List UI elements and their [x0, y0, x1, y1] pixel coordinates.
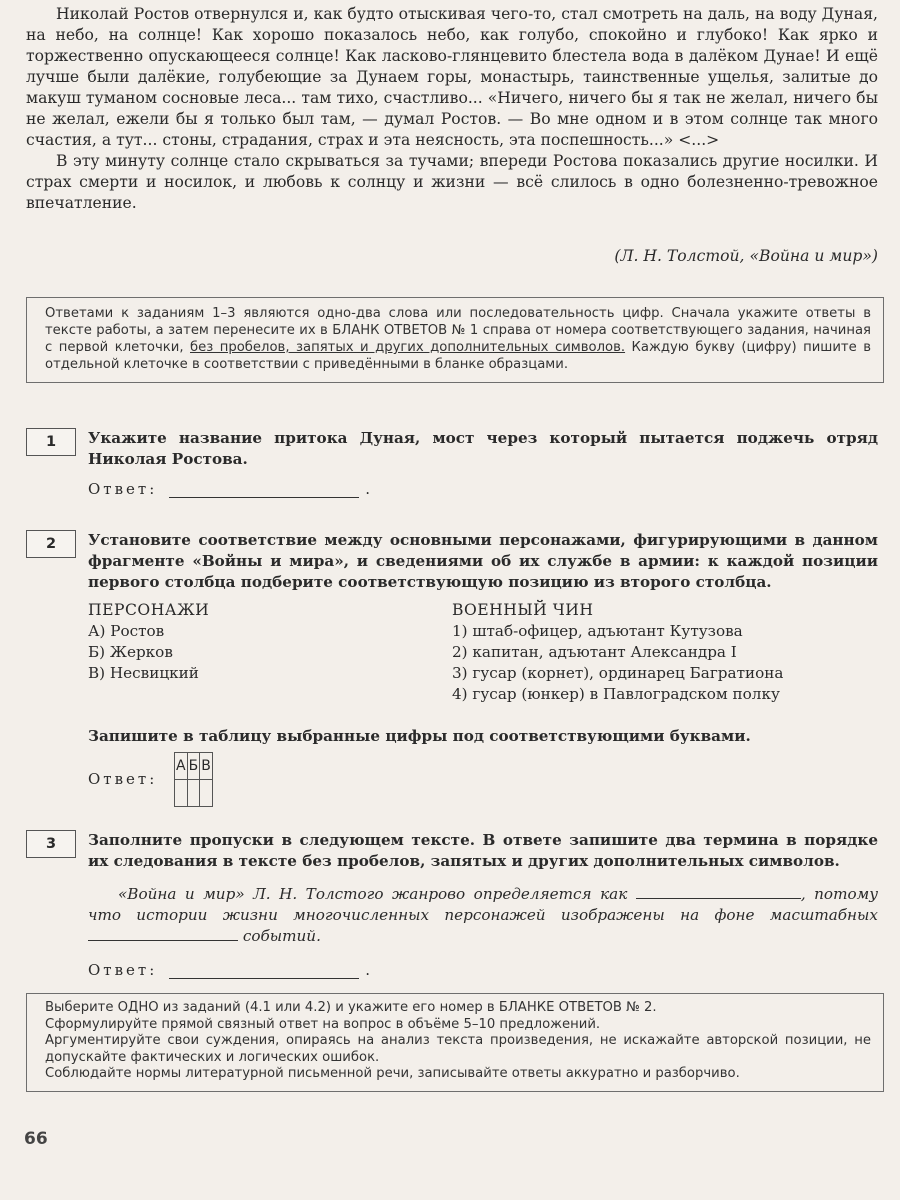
- task-1: [26, 428, 878, 498]
- table-header-v: В: [200, 753, 213, 780]
- fill-text-part-3: событий.: [242, 927, 321, 945]
- answer-blank[interactable]: [169, 481, 359, 498]
- task-number-box: 1: [26, 428, 76, 456]
- table-header-b: Б: [187, 753, 200, 780]
- answer-cell-v[interactable]: [200, 780, 213, 807]
- list-item: А) Ростов: [88, 622, 165, 640]
- fill-text-part-1: «Война и мир» Л. Н. Толстого жанрово определяется как: [118, 885, 628, 903]
- answer-end: .: [365, 961, 371, 979]
- essay-instructions-box: [26, 993, 884, 1092]
- fill-text-part-2: , потому что истории жизни многочисленных персонажей изображены на фоне масштабных: [88, 885, 879, 924]
- list-item: Б) Жерков: [88, 643, 173, 661]
- task-question: Укажите название притока Дуная, мост через который пытается поджечь отряд Николая Ростова.: [88, 429, 878, 468]
- task-number-box: 3: [26, 830, 76, 858]
- instructions-text: Ответами к заданиям 1–3 являются одно-два слова или последовательность цифр. Сначала укажите ответы в тексте работы, а затем перенесите их в БЛАНК ОТВЕТОВ № 1 справа от номера соответствующего задания, начиная с первой клеточки,: [45, 306, 871, 355]
- answer-blank[interactable]: [169, 962, 359, 979]
- instructions-underlined-text: без пробелов, запятых и других дополнительных символов.: [190, 340, 626, 355]
- characters-column: [88, 600, 428, 684]
- fill-blank-2[interactable]: [88, 926, 238, 941]
- military-rank-column: [452, 600, 882, 705]
- instructions-box: [26, 297, 884, 383]
- passage-attribution: (Л. Н. Толстой, «Война и мир»): [614, 247, 878, 265]
- page-number: 66: [24, 1129, 48, 1149]
- column-header: ВОЕННЫЙ ЧИН: [452, 601, 594, 619]
- answer-row: [88, 961, 878, 979]
- answer-cell-b[interactable]: [187, 780, 200, 807]
- instruction-line: Аргументируйте свои суждения, опираясь на анализ текста произведения, не искажайте авторской позиции, не допускайте фактических и логических ошибок.: [45, 1033, 871, 1065]
- answer-label: Ответ:: [88, 961, 158, 979]
- task-2: [26, 530, 878, 593]
- answer-end: .: [365, 480, 371, 498]
- task-number-box: 2: [26, 530, 76, 558]
- literary-passage: [26, 4, 878, 214]
- table-instruction: Запишите в таблицу выбранные цифры под соответствующими буквами.: [88, 727, 751, 745]
- passage-paragraph-1: Николай Ростов отвернулся и, как будто отыскивая чего-то, стал смотреть на даль, на воду Дуная, на небо, на солнце! Как хорошо показалось небо, как голубо, спокойно и глубоко! Как ярко и торжественно опускающееся солнце! Как ласково-глянцевито блестела вода в далёком Дунае! И ещё лучше были далёкие, голубеющие за Дунаем горы, монастырь, таинственные ущелья, залитые до макуш туманом сосновые леса... там тихо, счастливо... «Ничего, ничего бы я так не желал, ничего бы не желал, ежели бы я только был там, — думал Ростов. — Во мне одном и в этом солнце так много счастия, а тут... стоны, страдания, страх и эта неясность, эта поспешность...» <...>: [26, 5, 878, 149]
- answer-label: Ответ:: [88, 480, 158, 498]
- instruction-line: Соблюдайте нормы литературной письменной речи, записывайте ответы аккуратно и разборчиво.: [45, 1066, 740, 1081]
- list-item: 2) капитан, адъютант Александра I: [452, 643, 737, 661]
- answer-cell-a[interactable]: [175, 780, 188, 807]
- instruction-line: Выберите ОДНО из заданий (4.1 или 4.2) и укажите его номер в БЛАНКЕ ОТВЕТОВ № 2.: [45, 1000, 657, 1015]
- task-question: Заполните пропуски в следующем тексте. В ответе запишите два термина в порядке их следования в тексте без пробелов, запятых и других дополнительных символов.: [88, 831, 878, 870]
- passage-paragraph-2: В эту минуту солнце стало скрываться за тучами; впереди Ростова показались другие носилки. И страх смерти и носилок, и любовь к солнцу и жизни — всё слилось в одно болезненно-тревожное впечатление.: [26, 152, 878, 212]
- fill-blank-1[interactable]: [636, 884, 801, 899]
- instructions-text-end: Каждую букву (цифру) пишите в отдельной клеточке в соответствии с приведёнными в бланке образцами.: [45, 340, 871, 372]
- task-question: Установите соответствие между основными персонажами, фигурирующими в данном фрагменте «Войны и мира», и сведениями об их службе в армии: к каждой позиции первого столбца подберите соответствующую позицию из второго столбца.: [88, 531, 878, 591]
- list-item: 4) гусар (юнкер) в Павлоградском полку: [452, 685, 780, 703]
- answer-table: [174, 752, 213, 807]
- table-header-a: А: [175, 753, 188, 780]
- instruction-line: Сформулируйте прямой связный ответ на вопрос в объёме 5–10 предложений.: [45, 1016, 601, 1032]
- fill-in-text: [88, 884, 878, 947]
- task-3: [26, 830, 878, 979]
- list-item: 3) гусар (корнет), ординарец Багратиона: [452, 664, 784, 682]
- list-item: В) Несвицкий: [88, 664, 199, 682]
- answer-row: [88, 480, 878, 498]
- answer-label: Ответ:: [88, 770, 158, 788]
- column-header: ПЕРСОНАЖИ: [88, 601, 210, 619]
- list-item: 1) штаб-офицер, адъютант Кутузова: [452, 622, 743, 640]
